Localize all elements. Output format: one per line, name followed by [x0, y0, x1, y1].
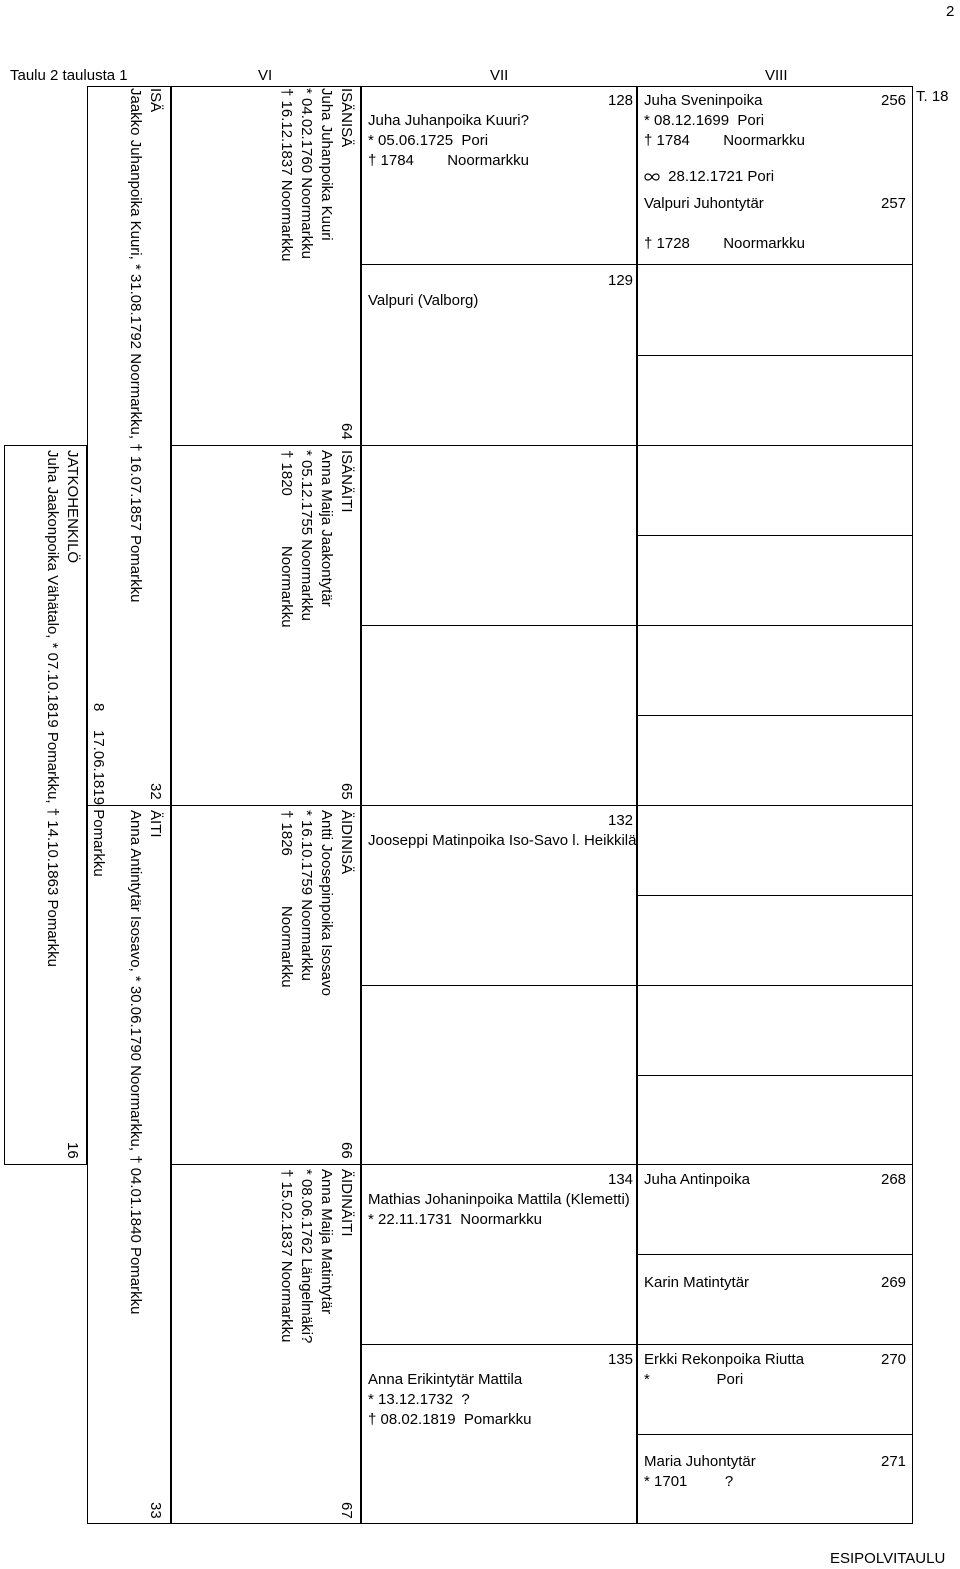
gen-viii-divider-10 [637, 1075, 913, 1076]
gen-vii-line: Mathias Johaninpoika Mattila (Klemetti) [368, 1191, 630, 1208]
mother-line: Anna Antintytär Isosavo, * 30.06.1790 Noormarkku, † 04.01.1840 Pomarkku [127, 810, 144, 1315]
gen-viii-number: 268 [881, 1171, 907, 1188]
gen-vi-entry-aidinisa [276, 810, 356, 996]
gen-vi-line: Anna Maija Matintytär [318, 1169, 335, 1315]
gen-viii-number: 257 [881, 195, 907, 212]
subject-title: JATKOHENKILÖ [64, 450, 81, 564]
gen-vii-divider-2 [361, 445, 637, 446]
gen-vi-title: ÄIDINISÄ [338, 810, 355, 875]
gen-vi-number: 67 [338, 1502, 355, 1519]
gen-viii-divider-4 [637, 535, 913, 536]
gen-vi-line: † 1826 Noormarkku [278, 810, 295, 988]
father-entry [125, 88, 165, 602]
gen-viii-divider-1 [637, 264, 913, 265]
gen-viii-line: † 1784 Noormarkku [644, 132, 805, 149]
gen-vii-divider-5 [361, 985, 637, 986]
gen-vi-line: † 1820 Noormarkku [278, 450, 295, 628]
marriage-line: 17.06.1819 Pomarkku [90, 730, 107, 877]
gen-vi-line: * 08.06.1762 Längelmäki? [298, 1169, 315, 1344]
father-title: ISÄ [147, 88, 164, 113]
gen-viii-entry-271 [644, 1452, 756, 1492]
gen-viii-number: 271 [881, 1453, 907, 1470]
subject-line: Juha Jaakonpoika Vähätalo, * 07.10.1819 Pomarkku, † 14.10.1863 Pomarkku [44, 450, 61, 968]
table-reference: T. 18 [916, 88, 949, 105]
generation-vi-label: VI [258, 67, 273, 84]
gen-viii-divider-2 [637, 355, 913, 356]
gen-vi-line: * 05.12.1755 Noormarkku [298, 450, 315, 621]
marriage-number: 8 [90, 703, 107, 712]
gen-vii-entry-129 [368, 291, 478, 311]
gen-vi-number: 66 [338, 1142, 355, 1159]
gen-viii-entry-269: Karin Matintytär [644, 1274, 750, 1291]
gen-vi-title: ÄIDINÄITI [338, 1169, 355, 1237]
gen-vi-entry-aidinaiti [276, 1169, 356, 1343]
gen-viii-divider-6 [637, 715, 913, 716]
gen-vi-line: † 16.12.1837 Noormarkku [278, 88, 295, 262]
footer-label: ESIPOLVITAULU [830, 1550, 946, 1567]
gen-viii-divider-14 [637, 1434, 913, 1435]
subject-entry [42, 450, 82, 967]
gen-vi-line: † 15.02.1837 Noormarkku [278, 1169, 295, 1343]
father-number: 32 [147, 783, 164, 800]
gen-viii-line: * 1701 ? [644, 1473, 734, 1490]
gen-vi-divider-3 [171, 1164, 361, 1165]
gen-vi-entry-isanisa [276, 88, 356, 261]
gen-vi-title: ISÄNÄITI [338, 450, 355, 513]
gen-viii-line: † 1728 Noormarkku [644, 235, 805, 252]
gen-viii-line: Juha Sveninpoika [644, 92, 763, 109]
gen-vi-line: * 16.10.1759 Noormarkku [298, 810, 315, 981]
gen-vii-line: * 22.11.1731 Noormarkku [368, 1211, 542, 1228]
mother-number: 33 [147, 1502, 164, 1519]
gen-viii-line: Maria Juhontytär [644, 1453, 756, 1470]
gen-viii-divider-3 [637, 445, 913, 446]
gen-viii-divider-7 [637, 805, 913, 806]
marriage-date: 28.12.1721 Pori [668, 168, 775, 185]
gen-vii-divider-3 [361, 625, 637, 626]
gen-vii-line: * 05.06.1725 Pori [368, 132, 489, 149]
gen-vi-entry-isanaiti [276, 450, 356, 628]
gen-vii-line: * 13.12.1732 ? [368, 1391, 470, 1408]
gen-vii-line: † 08.02.1819 Pomarkku [368, 1411, 532, 1428]
gen-viii-name-257: Valpuri Juhontytär [644, 195, 764, 212]
gen-vii-entry-134 [368, 1190, 630, 1230]
gen-vii-line: Jooseppi Matinpoika Iso-Savo l. Heikkilä [368, 832, 637, 849]
gen-viii-number: 270 [881, 1351, 907, 1368]
gen-vi-divider-2 [171, 805, 361, 806]
gen-vi-line: Anna Maija Jaakontytär [318, 450, 335, 607]
gen-viii-number: 269 [881, 1274, 907, 1291]
gen-viii-divider-12 [637, 1254, 913, 1255]
gen-viii-entry-256 [644, 91, 805, 151]
gen-vii-number: 132 [608, 812, 634, 829]
generation-vii-label: VII [490, 67, 509, 84]
gen-viii-divider-9 [637, 985, 913, 986]
gen-viii-line: * Pori [644, 1371, 744, 1388]
gen-viii-number: 256 [881, 92, 907, 109]
gen-vii-number: 134 [608, 1171, 634, 1188]
table-label: Taulu 2 taulusta 1 [10, 67, 128, 84]
gen-vii-entry-135 [368, 1370, 531, 1430]
generation-viii-label: VIII [765, 67, 788, 84]
mother-title: ÄITI [147, 810, 164, 838]
gen-vii-entry-132 [368, 831, 636, 851]
gen-vi-divider-1 [171, 445, 361, 446]
gen-viii-divider-13 [637, 1344, 913, 1345]
gen-vii-number: 135 [608, 1351, 634, 1368]
gen-vi-line: Juha Juhanpoika Kuuri [318, 88, 335, 241]
gen-viii-entry-268: Juha Antinpoika [644, 1171, 750, 1188]
gen-vi-title: ISÄNISÄ [338, 88, 355, 148]
gen-viii-entry-270 [644, 1350, 804, 1390]
gen-vii-divider-1 [361, 264, 637, 265]
gen-viii-divider-8 [637, 895, 913, 896]
gen-vi-number: 64 [338, 423, 355, 440]
mother-entry [125, 810, 165, 1314]
gen-vii-line: † 1784 Noormarkku [368, 152, 529, 169]
gen-vii-line: Juha Juhanpoika Kuuri? [368, 112, 529, 129]
infinity-icon [644, 167, 660, 187]
gen-viii-death-257 [644, 234, 805, 254]
gen-vi-line: Antti Joosepinpoika Isosavo [318, 810, 335, 996]
gen-vii-number: 128 [608, 92, 634, 109]
gen-viii-line: Erkki Rekonpoika Riutta [644, 1351, 805, 1368]
marriage-256-257 [644, 167, 774, 187]
gen-vii-divider-7 [361, 1344, 637, 1345]
gen-vii-entry-128 [368, 111, 529, 171]
gen-vii-divider-6 [361, 1164, 637, 1165]
father-line: Jaakko Juhanpoika Kuuri, * 31.08.1792 Noormarkku, † 16.07.1857 Pomarkku [127, 88, 144, 603]
gen-viii-divider-11 [637, 1164, 913, 1165]
page-number: 2 [946, 3, 955, 20]
subject-number: 16 [64, 1142, 81, 1159]
gen-vi-number: 65 [338, 783, 355, 800]
gen-viii-divider-5 [637, 625, 913, 626]
gen-vii-line: Valpuri (Valborg) [368, 292, 479, 309]
gen-vii-line: Anna Erikintytär Mattila [368, 1371, 523, 1388]
gen-vi-line: * 04.02.1760 Noormarkku [298, 88, 315, 259]
gen-vii-number: 129 [608, 272, 634, 289]
gen-viii-line: * 08.12.1699 Pori [644, 112, 765, 129]
gen-vii-divider-4 [361, 805, 637, 806]
